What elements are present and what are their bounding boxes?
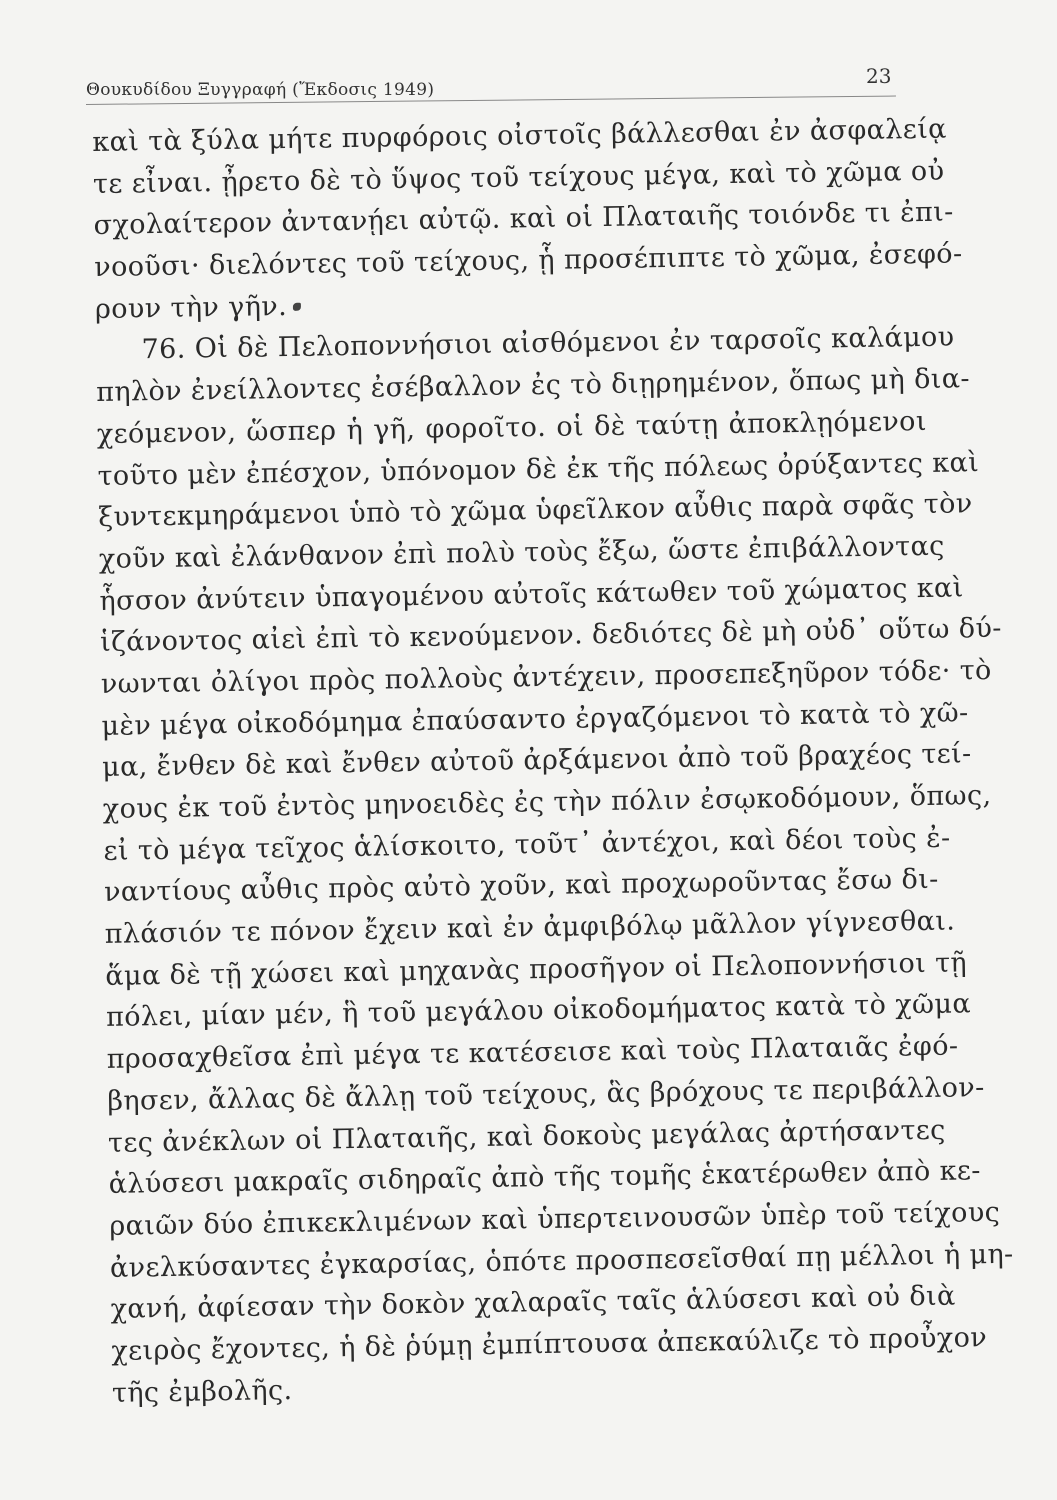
running-title: Θουκυδίδου Ξυγγραφή (Ἔκδοσις 1949) [86, 80, 435, 100]
text-line: ραιῶν δύο ἐπικεκλιμένων καὶ ὑπερτεινουσῶν ὑπὲρ τοῦ τείχους [109, 1196, 1001, 1242]
section-start-line: 76. Οἱ δὲ Πελοποννήσιοι αἰσθόμενοι ἐν ταρσοῖς καλάμου [141, 321, 955, 366]
text-line: χοῦν καὶ ἐλάνθανον ἐπὶ πολὺ τοὺς ἔξω, ὥστε ἐπιβάλλοντας [98, 530, 945, 575]
text-line: ἅμα δὲ τῇ χώσει καὶ μηχανὰς προσῆγον οἱ Πελοποννήσιοι τῇ [105, 947, 968, 992]
text-line: χειρὸς ἔχοντες, ἡ δὲ ῥύμῃ ἐμπίπτουσα ἀπεκαύλιζε τὸ προὖχον [111, 1322, 988, 1367]
text-line: προσαχθεῖσα ἐπὶ μέγα τε κατέσεισε καὶ τοὺς Πλαταιᾶς ἐφό- [106, 1030, 959, 1076]
text-line: πόλει, μίαν μέν, ἣ τοῦ μεγάλου οἰκοδομήματος κατὰ τὸ χῶμα [105, 988, 972, 1034]
body-text [92, 109, 1014, 1414]
text-line-content: ρουν τὴν γῆν. [94, 290, 288, 325]
text-line: χεόμενον, ὥσπερ ἡ γῆ, φοροῖτο. οἱ δὲ ταύτῃ ἀποκλῃόμενοι [96, 405, 928, 450]
text-line: χους ἐκ τοῦ ἐντὸς μηνοειδὲς ἐς τὴν πόλιν ἐσῳκοδόμουν, ὅπως, [102, 779, 992, 825]
text-line: νωνται ὀλίγοι πρὸς πολλοὺς ἀντέχειν, προσεπεξηῦρον τόδε· τὸ [100, 654, 992, 700]
text-line: σχολαίτερον ἀντανῄει αὐτῷ. καὶ οἱ Πλαταιῆς τοιόνδε τι ἐπι- [93, 196, 954, 242]
text-line: τε εἶναι. ᾖρετο δὲ τὸ ὕψος τοῦ τείχους μέγα, καὶ τὸ χῶμα οὐ [92, 155, 945, 200]
text-line: τες ἀνέκλων οἱ Πλαταιῆς, καὶ δοκοὺς μεγάλας ἀρτήσαντες [107, 1114, 946, 1159]
text-line: ἧσσον ἀνύτειν ὑπαγομένου αὐτοῖς κάτωθεν τοῦ χώματος καὶ [99, 571, 964, 617]
text-line: ναντίους αὖθις πρὸς αὐτὸ χοῦν, καὶ προχωροῦντας ἔσω δι- [103, 864, 939, 909]
text-line: ξυντεκμηράμενοι ὑπὸ τὸ χῶμα ὑφεῖλκον αὖθις παρὰ σφᾶς τὸν [97, 488, 973, 534]
text-line: πηλὸν ἐνείλλοντες ἐσέβαλλον ἐς τὸ διῃρημένον, ὅπως μὴ δια- [96, 363, 971, 409]
text-line: μὲν μέγα οἰκοδόμημα ἐπαύσαντο ἐργαζόμενοι τὸ κατὰ τὸ χῶ- [101, 696, 969, 742]
text-line: νοοῦσι· διελόντες τοῦ τείχους, ᾗ προσέπιπτε τὸ χῶμα, ἐσεφό- [94, 238, 963, 284]
text-line: πλάσιόν τε πόνον ἔχειν καὶ ἐν ἀμφιβόλῳ μᾶλλον γίγνεσθαι. [104, 905, 956, 950]
text-line: χανή, ἀφίεσαν τὴν δοκὸν χαλαραῖς ταῖς ἁλύσεσι καὶ οὐ διὰ [110, 1280, 956, 1326]
text-line: ἀνελκύσαντες ἐγκαρσίας, ὁπότε προσπεσεῖσθαί πῃ μέλλοι ἡ μη- [109, 1238, 1014, 1284]
text-line: ἱζάνοντος αἰεὶ ἐπὶ τὸ κενούμενον. δεδιότες δὲ μὴ οὐδ᾽ οὕτω δύ- [99, 613, 1003, 659]
text-line: εἰ τὸ μέγα τεῖχος ἁλίσκοιτο, τοῦτ᾽ ἀντέχοι, καὶ δέοι τοὺς ἐ- [103, 822, 951, 867]
text-line: τοῦτο μὲν ἐπέσχον, ὑπόνομον δὲ ἐκ τῆς πόλεως ὀρύξαντες καὶ [97, 446, 980, 492]
text-line: ἁλύσεσι μακραῖς σιδηραῖς ἀπὸ τῆς τομῆς ἑκατέρωθεν ἀπὸ κε- [108, 1155, 982, 1201]
text-line: μα, ἔνθεν δὲ καὶ ἔνθεν αὐτοῦ ἀρξάμενοι ἀπὸ τοῦ βραχέος τεί- [101, 738, 972, 784]
page-number: 23 [866, 64, 892, 88]
text-line: καὶ τὰ ξύλα μήτε πυρφόροις οἰστοῖς βάλλεσθαι ἐν ἀσφαλείᾳ [92, 113, 948, 158]
text-line: βησεν, ἄλλας δὲ ἄλλῃ τοῦ τείχους, ἃς βρόχους τε περιβάλλον- [107, 1071, 985, 1117]
text-line: τῆς ἐμβολῆς. [111, 1374, 293, 1409]
ink-mark-icon [293, 303, 301, 311]
